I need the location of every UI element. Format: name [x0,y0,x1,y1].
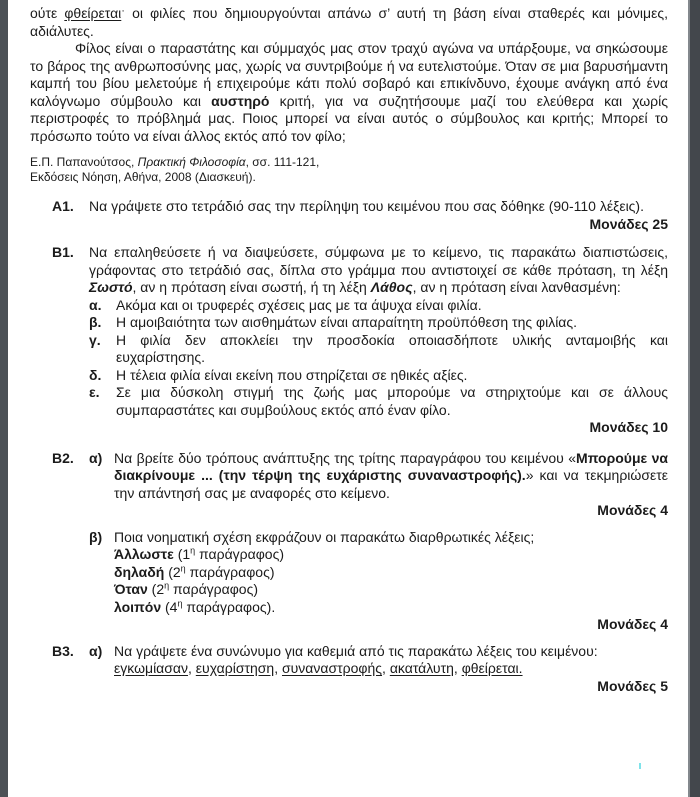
b1-statement-c [89,332,668,367]
question-a1-label: Α1. [52,198,74,214]
intro-paragraph-1 [30,3,668,40]
question-b1 [30,244,668,437]
b2-part-a-text [114,450,668,503]
b3-sep-1: , [188,660,196,676]
question-b2-label: Β2. [52,449,74,466]
b1-word-lathos: Λάθος [370,279,413,295]
b3-word-2: ευχαρίστηση [195,660,275,676]
b3-target-words [114,660,668,678]
b2-word-2-post: παράγραφος) [185,563,275,580]
question-b2a-points: Μονάδες 4 [597,502,668,518]
b2a-text-pre: Να βρείτε δύο τρόπους ανάπτυξης της τρίτης παραγράφου του κειμένου « [114,449,577,466]
b2-word-3-post: παράγραφος) [169,581,258,597]
intro-paragraph-2 [30,40,668,145]
b2-word-3: Όταν [114,581,148,597]
b2-word-4: λοιπόν [114,598,162,615]
b2-word-1: Άλλωστε [114,546,174,562]
b1-statement-a-text: Ακόμα και οι τρυφερές σχέσεις μας με τα άψυχα είναι φιλία. [116,296,482,313]
b2-connector-word-1 [114,546,668,564]
question-a1-text: Να γράψετε στο τετράδιό σας την περίληψη του κειμένου που σας δόθηκε (90-110 λέξεις). [89,198,644,214]
citation-work-title: Πρακτική Φιλοσοφία [137,155,246,169]
citation-line-2: Εκδόσεις Νόηση, Αθήνα, 2008 (Διασκευή). [30,170,256,184]
b2-part-b-text: Ποια νοηματική σχέση εκφράζουν οι παρακάτω διαρθρωτικές λέξεις; [114,528,535,545]
question-a1-points: Μονάδες 25 [589,215,668,232]
b1-statement-d [89,367,668,385]
window-right-edge [688,0,700,797]
question-b2-part-a [89,450,668,520]
b2-word-4-pre: (4 [161,598,178,615]
b1-statement-e-letter: ε. [89,384,100,400]
scan-artifact-mark [639,763,641,769]
question-b1-intro [89,244,668,297]
p1-text-rest: οι φιλίες που δημιουργούνται απάνω σ’ αυτή τη βάση είναι σταθερές και μόνιμες, αδιάλυτες. [30,5,668,39]
b1-statement-a [89,297,668,315]
p1-raised-dot: · [121,5,125,17]
b1-intro-s1: Να επαληθεύσετε ή να διαψεύσετε, σύμφωνα με το κείμενο, τις παρακάτω διαπιστώσεις, γράφοντας στο τετράδιό σας, δίπλα στο γράμμα που αντιστοιχεί σε κάθε πρόταση, τη λέξη [89,244,668,278]
b2-word-3-pre: (2 [147,581,165,597]
citation-line-1 [30,155,668,170]
p1-underlined-word: φθείρεται [64,5,122,21]
b2-connector-word-3 [114,581,668,599]
b2-word-2: δηλαδή [114,563,165,580]
b3-word-5: φθείρεται. [461,660,523,676]
b2-word-1-pre: (1 [173,546,191,562]
b1-intro-s3: , αν η πρόταση είναι λανθασμένη: [412,279,621,295]
question-b3 [30,643,668,696]
citation-author: Ε.Π. Παπανούτσος, [30,155,138,169]
question-b2b-points: Μονάδες 4 [597,616,668,632]
b2-word-2-pre: (2 [164,563,181,580]
b2-connector-word-4 [114,599,668,617]
b1-statement-b-letter: β. [89,314,102,330]
b2a-quoted-passage: Μπορούμε να διακρίνουμε ... (την τέρψη της ευχάριστης συναναστροφής). [114,449,668,483]
b3-sep-4: , [453,660,462,676]
p2-bold-word: αυστηρό [211,92,270,109]
b2-word-1-sup: η [190,545,196,556]
b2-word-1-post: παράγραφος) [195,546,285,562]
b3-word-3: συναναστροφής [282,660,383,676]
b3-word-4: ακατάλυτη [389,660,454,676]
exam-document-page [30,3,668,695]
b1-statement-e [89,384,668,419]
question-a1 [30,198,668,233]
question-b1-label: Β1. [52,244,74,260]
b3-sep-2: , [274,660,282,676]
b1-intro-s2: , αν η πρόταση είναι σωστή, ή τη λέξη [132,279,371,295]
citation [30,155,668,185]
citation-pages: , σσ. 111-121, [245,155,320,169]
b1-statement-c-letter: γ. [89,331,101,348]
b1-statement-c-text: Η φιλία δεν αποκλείει την προσδοκία οποιασδήποτε υλικής ανταμοιβής και ευχαρίστησης. [116,331,668,365]
b2a-text-post: » και να τεκμηριώσετε την απάντησή σας με αναφορές στο κείμενο. [114,467,668,501]
b2-word-2-sup: η [180,562,186,573]
b2-connector-word-2 [114,564,668,582]
p2-text-b: κριτή, για να συζητήσουμε μαζί του ελεύθερα και χωρίς περιστροφές το πρόβλημά μας. Ποιος μπορεί να είναι αυτός ο σύμβουλος και κριτής; Μπορεί το πρόσωπο τούτο να είναι άλλος εκτός από τον φίλο; [30,92,669,144]
b2-part-b-label: β) [89,528,103,545]
b3-word-1: εγκωμίασαν [114,660,189,676]
b2-part-a-label: α) [89,449,103,466]
b1-statement-b-text: Η αμοιβαιότητα των αισθημάτων είναι απαραίτητη προϋπόθεση της φιλίας. [116,314,578,330]
question-b3-points: Μονάδες 5 [597,677,668,694]
b1-statement-a-letter: α. [89,296,102,313]
question-b2-part-b [89,529,668,634]
b1-statement-b [89,314,668,332]
question-b3-part-a [89,643,668,696]
b1-statement-d-letter: δ. [89,366,102,383]
b2-word-4-sup: η [177,597,183,608]
b3-part-a-text: Να γράψετε ένα συνώνυμο για καθεμιά από τις παρακάτω λέξεις του κειμένου: [114,642,598,659]
b2-word-3-sup: η [164,580,170,591]
b1-statement-e-text: Σε μια δύσκολη στιγμή της ζωής μας μπορούμε να στηριχτούμε και σε άλλους συμπαραστάτες και συμβούλους εκτός από έναν φίλο. [116,384,668,418]
question-b2 [30,450,668,634]
p1-text-pre: ούτε [30,5,65,21]
b3-sep-3: , [382,660,390,676]
p2-text-a: Φίλος είναι ο παραστάτης και σύμμαχός μας στον τραχύ αγώνα να υπάρξουμε, να σηκώσουμε το βάρος της ανθρωποσύνης μας, χωρίς να συντριβούμε ή να ευτελιστούμε. Όταν σε μια βαρυσήμαντη καμπή του βίου μελετούμε ή επιχειρούμε κάτι πολύ σοβαρό και επικίνδυνο, έχουμε ανάγκη από ένα καλόγνωμο σύμβουλο και [30,40,668,109]
b1-statement-d-text: Η τέλεια φιλία είναι εκείνη που στηρίζεται σε ηθικές αξίες. [116,366,468,383]
b2-word-4-post: παράγραφος). [182,598,276,615]
window-left-edge [0,0,8,797]
b1-word-sosto: Σωστό [89,279,133,295]
question-b1-points: Μονάδες 10 [589,419,668,435]
question-b3-label: Β3. [52,642,74,659]
b3-part-a-label: α) [89,642,103,659]
